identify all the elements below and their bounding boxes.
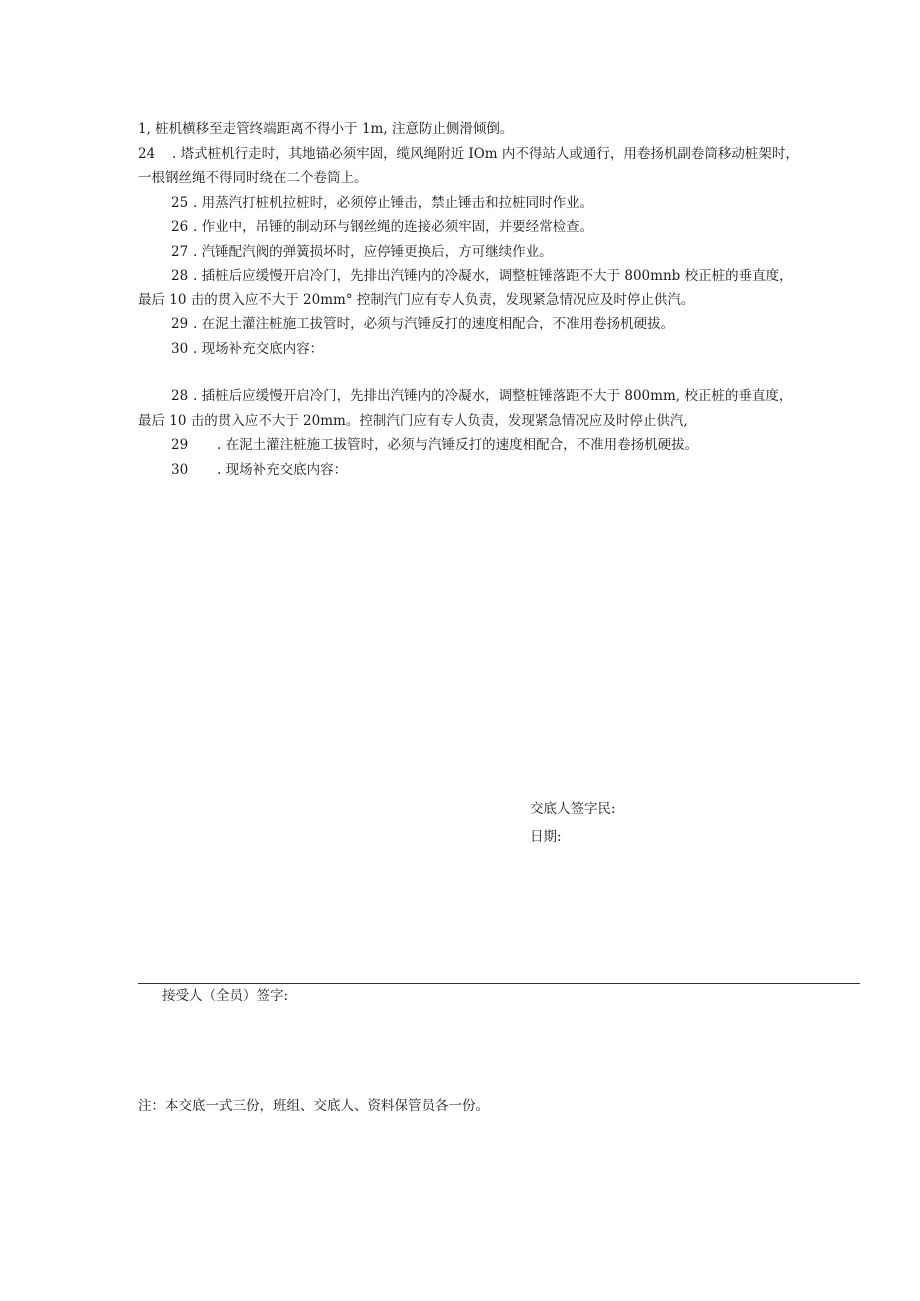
clause-29-repeat <box>171 436 698 454</box>
clause-text: 最后 10 击的贯入应不大于 20mm。控制汽门应有专人负责，发现紧急情况应及时停止供汽, <box>138 413 688 429</box>
clause-26 <box>171 218 593 236</box>
presenter-signature-label <box>530 800 616 818</box>
clause-line <box>138 120 513 138</box>
clause-number: 29 <box>171 437 189 453</box>
clause-24-continuation <box>138 169 368 187</box>
clause-28 <box>171 267 793 285</box>
divider-line <box>138 983 860 984</box>
clause-text: . 塔式桩机行走时，其地锚必须牢固，缆风绳附近 IOm 内不得站人或通行，用卷扬机副卷筒移动桩架时， <box>172 146 799 162</box>
clause-30-repeat <box>171 461 347 479</box>
clause-number: 26 <box>171 219 189 235</box>
clause-text: 1, 桩机横移至走管终端距离不得小于 1m, 注意防止侧滑倾倒。 <box>138 121 514 137</box>
clause-text: 最后 10 击的贯入应不大于 20mm° 控制汽门应有专人负责，发现紧急情况应及时停止供汽。 <box>138 292 695 308</box>
receiver-signature-text: 接受人（全员）签字: <box>162 988 289 1004</box>
footnote-text: 注：本交底一式三份，班组、交底人、资料保管员各一份。 <box>138 1098 489 1114</box>
clause-number: 29 <box>171 316 189 332</box>
clause-text: . 在泥土灌注桩施工拔管时，必须与汽锤反打的速度相配合，不准用卷扬机硬拔。 <box>217 437 699 453</box>
clause-number: 25 <box>171 195 189 211</box>
clause-number: 27 <box>171 244 189 260</box>
clause-number: 24 <box>138 146 156 162</box>
clause-text: 一根钢丝绳不得同时绕在二个卷筒上。 <box>138 170 368 186</box>
presenter-signature-text: 交底人签字民: <box>530 801 616 817</box>
clause-text: . 插桩后应缓慢开启冷门，先排出汽锤内的冷凝水，调整桩锤落距不大于 800mnb 校正桩的垂直度， <box>193 268 793 284</box>
clause-number: 30 <box>171 341 189 357</box>
clause-number: 30 <box>171 462 189 478</box>
clause-text: . 汽锤配汽阀的弹簧损坏时，应停锤更换后，方可继续作业。 <box>193 244 553 260</box>
receiver-signature-label <box>162 987 288 1005</box>
footnote <box>138 1097 489 1115</box>
clause-28-continuation <box>138 291 694 309</box>
clause-text: . 用蒸汽打桩机拉桩时，必须停止锤击，禁止锤击和拉桩同时作业。 <box>193 195 594 211</box>
clause-text: . 插桩后应缓慢开启冷门，先排出汽锤内的冷凝水，调整桩锤落距不大于 800mm, 校正桩的垂直度， <box>193 388 793 404</box>
clause-27 <box>171 243 553 261</box>
clause-text: . 作业中，吊锤的制动环与钢丝绳的连接必须牢固，并要经常检查。 <box>193 219 594 235</box>
clause-text: . 现场补充交底内容： <box>193 341 324 357</box>
date-label <box>530 828 562 846</box>
date-text: 日期: <box>530 829 562 845</box>
clause-number: 28 <box>171 268 189 284</box>
clause-text: . 在泥土灌注桩施工拔管时，必须与汽锤反打的速度相配合，不准用卷扬机硬拔。 <box>193 316 675 332</box>
clause-28-repeat-continuation <box>138 412 688 430</box>
clause-25 <box>171 194 593 212</box>
clause-30 <box>171 340 323 358</box>
clause-28-repeat <box>171 387 792 405</box>
clause-29 <box>171 315 674 333</box>
clause-24 <box>138 145 799 163</box>
clause-number: 28 <box>171 388 189 404</box>
clause-text: . 现场补充交底内容： <box>217 462 348 478</box>
